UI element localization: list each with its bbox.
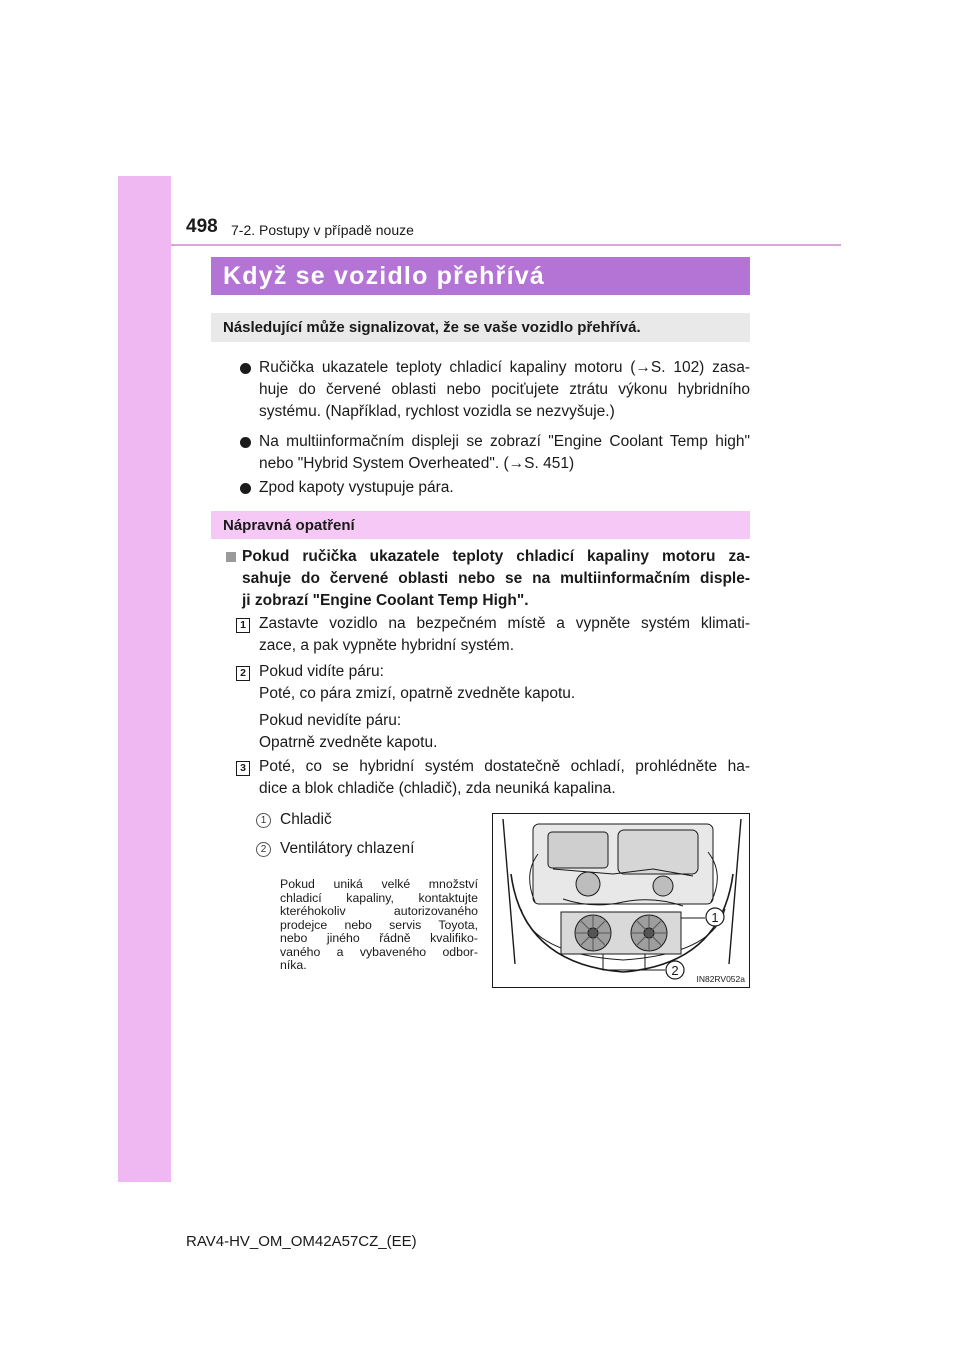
text-line: Poté, co pára zmizí, opatrně zvedněte kapotu. bbox=[259, 685, 576, 702]
text-line: Ventilátory chlazení bbox=[280, 840, 415, 857]
text-line: Pokud nevidíte páru: bbox=[259, 712, 402, 729]
text-line: Pokud vidíte páru: bbox=[259, 663, 384, 680]
condition-marker bbox=[226, 552, 236, 562]
text-line: Opatrně zvedněte kapotu. bbox=[259, 734, 438, 751]
callout-label: 2 bbox=[671, 963, 679, 978]
text-line: nebo "Hybrid System Overheated". (→S. 451) bbox=[259, 455, 575, 472]
text-line: Ručička ukazatele teploty chladicí kapaliny motoru (→S. 102) zasa- bbox=[259, 359, 750, 376]
text-line: kteréhokoliv autorizovaného bbox=[280, 904, 478, 918]
intro-box bbox=[211, 313, 750, 342]
remedy-heading-box bbox=[211, 511, 750, 539]
step-number-1: 1 bbox=[236, 618, 250, 633]
page-title-bar bbox=[211, 257, 750, 295]
sign-item-3 bbox=[259, 477, 750, 499]
text-line: Zastavte vozidlo na bezpečném místě a vypněte systém klimati- bbox=[259, 615, 750, 632]
legend-label-2 bbox=[280, 838, 480, 860]
text-line: huje do červené oblasti nebo pociťujete ztrátu výkonu hybridního bbox=[259, 381, 750, 398]
legend-number-1: 1 bbox=[256, 813, 271, 828]
legend-number-2: 2 bbox=[256, 842, 271, 857]
text-line: systému. (Například, rychlost vozidla se nezvyšuje.) bbox=[259, 403, 615, 420]
step-number-2: 2 bbox=[236, 666, 250, 681]
text-line: Chladič bbox=[280, 811, 332, 828]
text-line: dice a blok chladiče (chladič), zda neuniká kapalina. bbox=[259, 780, 616, 797]
step-2-extra-text bbox=[259, 710, 750, 754]
page-title: Když se vozidlo přehřívá bbox=[223, 262, 545, 290]
text-line: Zpod kapoty vystupuje pára. bbox=[259, 479, 454, 496]
document-code-footer: RAV4-HV_OM_OM42A57CZ_(EE) bbox=[186, 1233, 417, 1250]
bullet-marker bbox=[240, 437, 251, 448]
text-line: nebo jiného řádně kvalifiko- bbox=[280, 931, 478, 945]
text-line: vaného a vybaveného odbor- bbox=[280, 944, 478, 959]
text-line: níka. bbox=[280, 958, 307, 972]
condition-text bbox=[242, 546, 750, 612]
page-number: 498 bbox=[186, 216, 218, 237]
text-line: sahuje do červené oblasti nebo se na multiinformačním disple- bbox=[242, 570, 750, 587]
step-2-text bbox=[259, 661, 750, 705]
remedy-heading: Nápravná opatření bbox=[223, 517, 355, 534]
step-number-3: 3 bbox=[236, 761, 250, 776]
text-line: zace, a pak vypněte hybridní systém. bbox=[259, 637, 515, 654]
step-3-text bbox=[259, 756, 750, 800]
sign-item-2 bbox=[259, 431, 750, 475]
step-1-text bbox=[259, 613, 750, 657]
callout-label: 1 bbox=[711, 910, 719, 925]
figure-code: IN82RV052a bbox=[696, 974, 745, 984]
bullet-marker bbox=[240, 363, 251, 374]
text-line: ji zobrazí "Engine Coolant Temp High". bbox=[242, 592, 529, 609]
text-line: Pokud ručička ukazatele teploty chladicí kapaliny motoru za- bbox=[242, 548, 750, 565]
engine-bay-figure bbox=[492, 813, 750, 988]
text-line: Pokud uniká velké množství bbox=[280, 877, 478, 891]
chapter-side-strip bbox=[118, 176, 171, 1182]
figure-callout-1 bbox=[706, 908, 724, 926]
text-line: chladicí kapaliny, kontaktujte bbox=[280, 890, 478, 905]
intro-text: Následující může signalizovat, že se vaše vozidlo přehřívá. bbox=[223, 319, 641, 336]
text-line: Na multiinformačním displeji se zobrazí "Engine Coolant Temp high" bbox=[259, 433, 750, 450]
figure-callout-2 bbox=[666, 961, 684, 979]
engine-bay-illustration bbox=[493, 814, 750, 988]
section-breadcrumb: 7-2. Postupy v případě nouze bbox=[231, 222, 414, 238]
sign-item-1 bbox=[259, 357, 750, 423]
bullet-marker bbox=[240, 483, 251, 494]
header-divider bbox=[171, 244, 841, 246]
text-line: prodejce nebo servis Toyota, bbox=[280, 917, 478, 932]
coolant-leak-note bbox=[280, 878, 478, 973]
legend-label-1 bbox=[280, 809, 480, 831]
text-line: Poté, co se hybridní systém dostatečně ochladí, prohlédněte ha- bbox=[259, 758, 750, 775]
